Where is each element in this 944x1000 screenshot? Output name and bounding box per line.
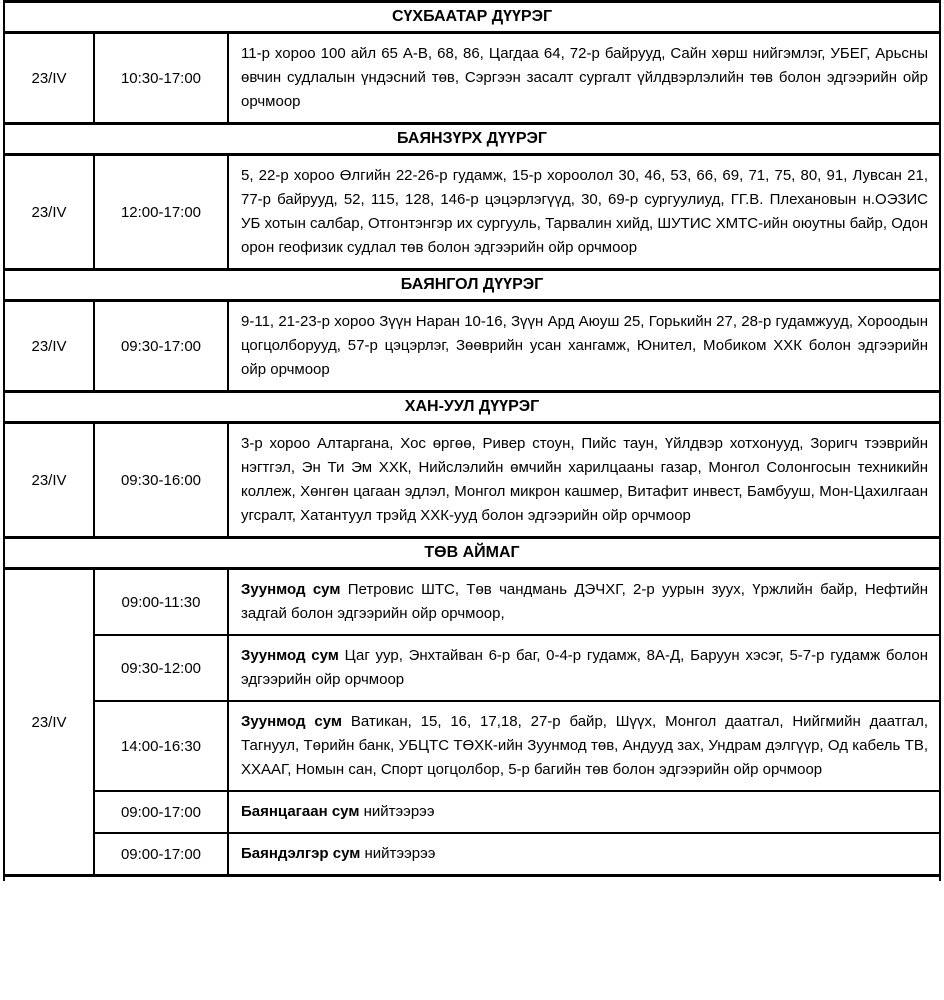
time-cell: 10:30-17:00 [94,33,228,124]
location-details: 9-11, 21-23-р хороо Зүүн Наран 10-16, Зүүн Ард Аюуш 25, Горькийн 27, 28-р гудамжууд, Хороодын цогцолборууд, 57-р цэцэрлэг, Зөөврийн усан хангамж, Юнител, Мобиком ХХК болон эдгээрийн ойр орчмоор [241,313,928,378]
section-title-sukhbaatar: СҮХБААТАР ДҮҮРЭГ [4,2,940,33]
time-cell: 12:00-17:00 [94,155,228,270]
section-header-row [4,392,940,423]
description-cell [228,833,940,876]
date-cell: 23/IV [4,423,94,538]
time-cell: 09:00-17:00 [94,791,228,833]
time-cell: 09:00-17:00 [94,833,228,876]
outage-schedule-table [3,0,941,881]
date-cell: 23/IV [4,155,94,270]
table-row [4,569,940,636]
location-details: нийтээрээ [364,845,436,862]
table-row [4,635,940,701]
time-cell: 09:30-17:00 [94,301,228,392]
section-title-khan-uul: ХАН-УУЛ ДҮҮРЭГ [4,392,940,423]
table-row [4,791,940,833]
location-name: Зуунмод сум [241,647,339,664]
location-name: Зуунмод сум [241,713,342,730]
location-name: Баяндэлгэр сум [241,845,361,862]
section-title-bayanzurkh: БАЯНЗҮРХ ДҮҮРЭГ [4,124,940,155]
description-cell [228,155,940,270]
table-row [4,701,940,791]
time-cell: 09:00-11:30 [94,569,228,636]
section-header-row [4,538,940,569]
date-cell: 23/IV [4,301,94,392]
time-cell: 14:00-16:30 [94,701,228,791]
description-cell [228,569,940,636]
description-cell [228,33,940,124]
section-header-row [4,270,940,301]
location-details: Петровис ШТС, Төв чандмань ДЭЧХГ, 2-р уурын зуух, Үржлийн байр, Нефтийн задгай болон эдгээрийн ойр орчмоор, [241,581,928,622]
table-row [4,423,940,538]
partial-next-section [4,876,940,881]
location-name: Зуунмод сум [241,581,341,598]
description-cell [228,701,940,791]
location-details: 11-р хороо 100 айл 65 А-В, 68, 86, Цагдаа 64, 72-р байрууд, Сайн хөрш нийгэмлэг, УБЕГ, Арьсны өвчин судлалын үндэсний төв, Сэргээн засалт сургалт үйлдвэрлэлийн төв болон эдгээрийн ойр орчмоор [241,45,928,110]
location-details: Цаг уур, Энхтайван 6-р баг, 0-4-р гудамж, 8А-Д, Баруун хэсэг, 5-7-р гудамж болон эдгээрийн ойр орчмоор [241,647,928,688]
location-details: нийтээрээ [363,803,435,820]
partial-next-section-row [4,876,940,881]
date-cell: 23/IV [4,33,94,124]
table-row [4,833,940,876]
location-details: Ватикан, 15, 16, 17,18, 27-р байр, Шүүх, Монгол даатгал, Нийгмийн даатгал, Тагнуул, Төрийн банк, УБЦТС ТӨХК-ийн Зуунмод төв, Андууд зах, Ундрам дэлгүүр, Од кабель ТВ, ХХААГ, Номын сан, Спорт цогцолбор, 5-р багийн төв болон эдгээрийн ойр орчмоор [241,713,929,778]
table-row [4,155,940,270]
description-cell [228,635,940,701]
section-header-row [4,2,940,33]
location-details: 5, 22-р хороо Өлгийн 22-26-р гудамж, 15-р хороолол 30, 46, 53, 66, 69, 71, 75, 80, 91, Лувсан 21, 77-р байрууд, 52, 115, 128, 146-р цэцэрлэгүүд, 30, 69-р сургуулиуд, ГГ.В. Плехановын н.ОЭЗИС УБ хотын салбар, Отгонтэнгэр их сургууль, Тарвалин хийд, ШУТИС ХМТС-ийн оюутны байр, Одон орон геофизик судлал төв болон эдгээрийн ойр орчмоор [241,167,928,256]
time-cell: 09:30-16:00 [94,423,228,538]
description-cell [228,791,940,833]
section-header-row [4,124,940,155]
location-name: Баянцагаан сум [241,803,360,820]
table-row [4,33,940,124]
section-title-tuv-aimag: ТӨВ АЙМАГ [4,538,940,569]
section-title-bayangol: БАЯНГОЛ ДҮҮРЭГ [4,270,940,301]
date-cell-merged: 23/IV [4,569,94,876]
description-cell [228,301,940,392]
table-row [4,301,940,392]
location-details: 3-р хороо Алтаргана, Хос өргөө, Ривер стоун, Пийс таун, Үйлдвэр хотхонууд, Зоригч тээврийн нэгтгэл, Эн Ти Эм ХХК, Нийслэлийн өмчийн харилцааны газар, Монгол Солонгосын техникийн коллеж, Хөнгөн цагаан эдлэл, Монгол микрон кашмер, Витафит инвест, Бамбууш, Мон-Цахилгаан угсралт, Хатантуул трэйд ХХК-ууд болон эдгээрийн ойр орчмоор [241,435,928,524]
time-cell: 09:30-12:00 [94,635,228,701]
description-cell [228,423,940,538]
